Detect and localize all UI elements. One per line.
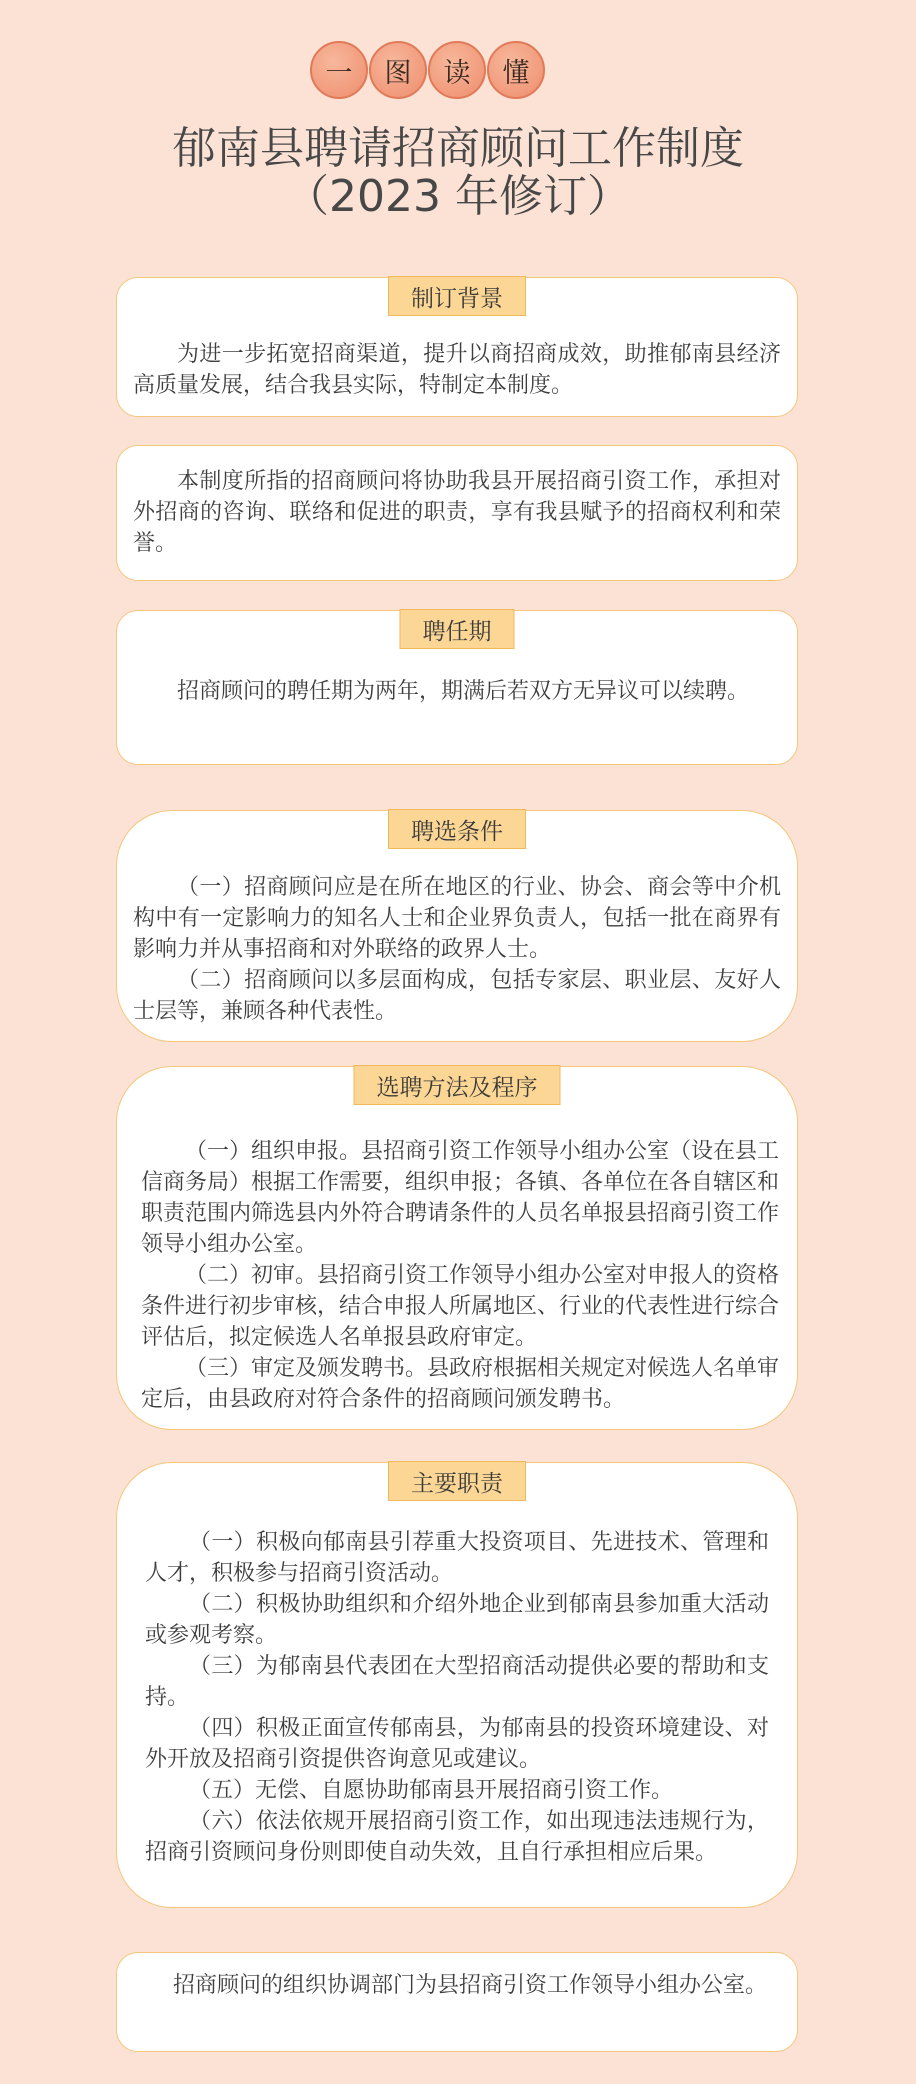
card-procedure [116, 1066, 798, 1430]
paragraph: （二）初审。县招商引资工作领导小组办公室对申报人的资格条件进行初步审核，结合申报人所属地区、行业的代表性进行综合评估后，拟定候选人名单报县政府审定。 [141, 1263, 780, 1350]
paragraph: 招商顾问的组织协调部门为县招商引资工作领导小组办公室。 [173, 1973, 768, 1998]
paragraph: （二）招商顾问以多层面构成，包括专家层、职业层、友好人士层等，兼顾各种代表性。 [133, 968, 781, 1024]
section-tab: 制订背景 [388, 276, 526, 316]
section-body [133, 676, 781, 707]
header-badges [310, 41, 550, 99]
card-term [116, 610, 798, 765]
card-conditions [116, 810, 798, 1042]
badge-char: 图 [369, 41, 427, 99]
paragraph: （四）积极正面宣传郁南县，为郁南县的投资环境建设、对外开放及招商引资提供咨询意见或建议。 [145, 1716, 769, 1772]
section-tab: 主要职责 [388, 1461, 526, 1501]
section-body [129, 1970, 779, 2001]
badge-char: 一 [310, 41, 368, 99]
section-tab: 聘选条件 [388, 809, 526, 849]
section-body [133, 872, 781, 1027]
section-body [145, 1527, 769, 1868]
paragraph: （六）依法依规开展招商引资工作，如出现违法违规行为，招商引资顾问身份则即使自动失效，且自行承担相应后果。 [145, 1809, 769, 1865]
badge-char: 懂 [487, 41, 545, 99]
paragraph: （五）无偿、自愿协助郁南县开展招商引资工作。 [189, 1778, 674, 1803]
paragraph: 本制度所指的招商顾问将协助我县开展招商引资工作，承担对外招商的咨询、联络和促进的职责，享有我县赋予的招商权利和荣誉。 [133, 469, 781, 556]
page-subtitle: （2023 年修订） [285, 171, 631, 222]
page-title: 郁南县聘请招商顾问工作制度 [172, 123, 744, 174]
paragraph: （一）组织申报。县招商引资工作领导小组办公室（设在县工信商务局）根据工作需要，组织申报；各镇、各单位在各自辖区和职责范围内筛选县内外符合聘请条件的人员名单报县招商引资工作领导小组办公室。 [141, 1139, 780, 1257]
section-body [133, 466, 781, 559]
paragraph: （一）积极向郁南县引荐重大投资项目、先进技术、管理和人才，积极参与招商引资活动。 [145, 1530, 769, 1586]
paragraph: 为进一步拓宽招商渠道，提升以商招商成效，助推郁南县经济高质量发展，结合我县实际，特制定本制度。 [133, 342, 781, 398]
card-definition [116, 445, 798, 581]
section-body [141, 1136, 779, 1415]
paragraph: （一）招商顾问应是在所在地区的行业、协会、商会等中介机构中有一定影响力的知名人士和企业界负责人，包括一批在商界有影响力并从事招商和对外联络的政界人士。 [133, 875, 781, 962]
card-background [116, 277, 798, 417]
card-duties [116, 1462, 798, 1908]
card-coordination [116, 1952, 798, 2052]
section-tab: 选聘方法及程序 [354, 1065, 561, 1105]
badge-char: 读 [428, 41, 486, 99]
paragraph: （二）积极协助组织和介绍外地企业到郁南县参加重大活动或参观考察。 [145, 1592, 769, 1648]
paragraph: （三）为郁南县代表团在大型招商活动提供必要的帮助和支持。 [145, 1654, 769, 1710]
paragraph: 招商顾问的聘任期为两年，期满后若双方无异议可以续聘。 [177, 679, 750, 704]
section-tab: 聘任期 [400, 609, 515, 649]
section-body [133, 339, 781, 401]
paragraph: （三）审定及颁发聘书。县政府根据相关规定对候选人名单审定后，由县政府对符合条件的招商顾问颁发聘书。 [141, 1356, 780, 1412]
